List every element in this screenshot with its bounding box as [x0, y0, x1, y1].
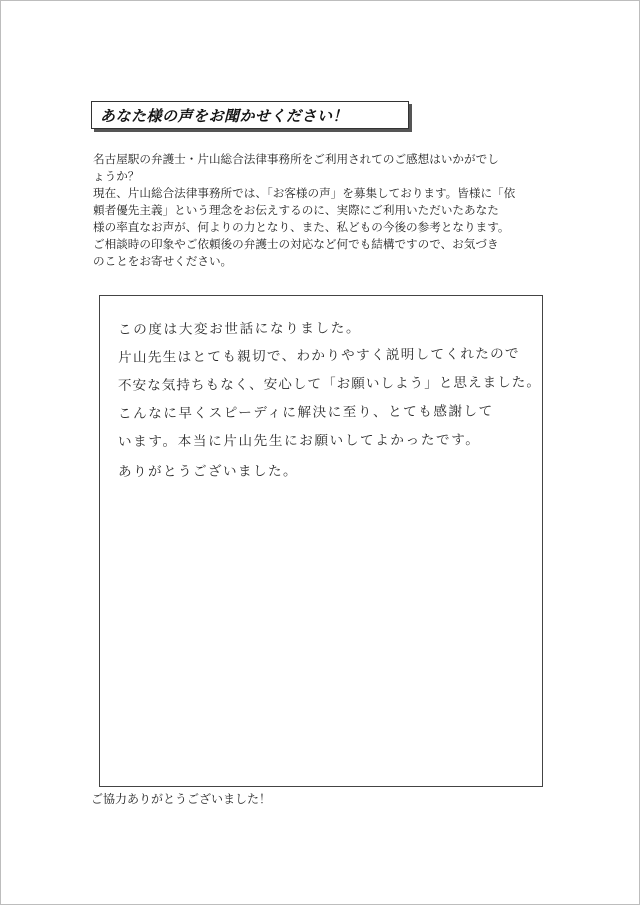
intro-text [93, 151, 563, 270]
intro-line: ご相談時の印象やご依頼後の弁護士の対応など何でも結構ですので、お気づき [93, 237, 499, 251]
intro-line: 現在、片山総合法律事務所では、「お客様の声」を募集しております。皆様に「依 [93, 186, 516, 200]
handwritten-response-box [99, 295, 543, 787]
page-title: あなた様の声をお聞かせください！ [100, 107, 349, 125]
intro-line: ょうか？ [93, 169, 140, 183]
title-box [91, 101, 409, 129]
handwritten-line: ありがとうございました。 [117, 463, 298, 480]
thank-you-footer: ご協力ありがとうございました！ [91, 792, 272, 806]
intro-line: のことをお寄せください。 [93, 254, 233, 268]
handwritten-line: こんなに早くスピーディに解決に至り、とても感謝して [117, 403, 494, 422]
intro-line: 名古屋駅の弁護士・片山総合法律事務所をご利用されてのご感想はいかがでし [93, 152, 499, 166]
handwritten-line: 不安な気持ちもなく、安心して「お願いしよう」と思えました。 [117, 374, 542, 394]
handwritten-line: 片山先生はとても親切で、わかりやすく説明してくれたので [117, 345, 520, 366]
intro-line: 様の率直なお声が、何よりの力となり、また、私どもの今後の参考となります。 [93, 220, 510, 234]
intro-line: 頼者優先主義」という理念をお伝えするのに、実際にご利用いただいたあなた [93, 203, 499, 217]
handwritten-line: この度は大変お世話になりました。 [117, 320, 362, 338]
handwritten-line: います。本当に片山先生にお願いしてよかったです。 [117, 432, 481, 450]
